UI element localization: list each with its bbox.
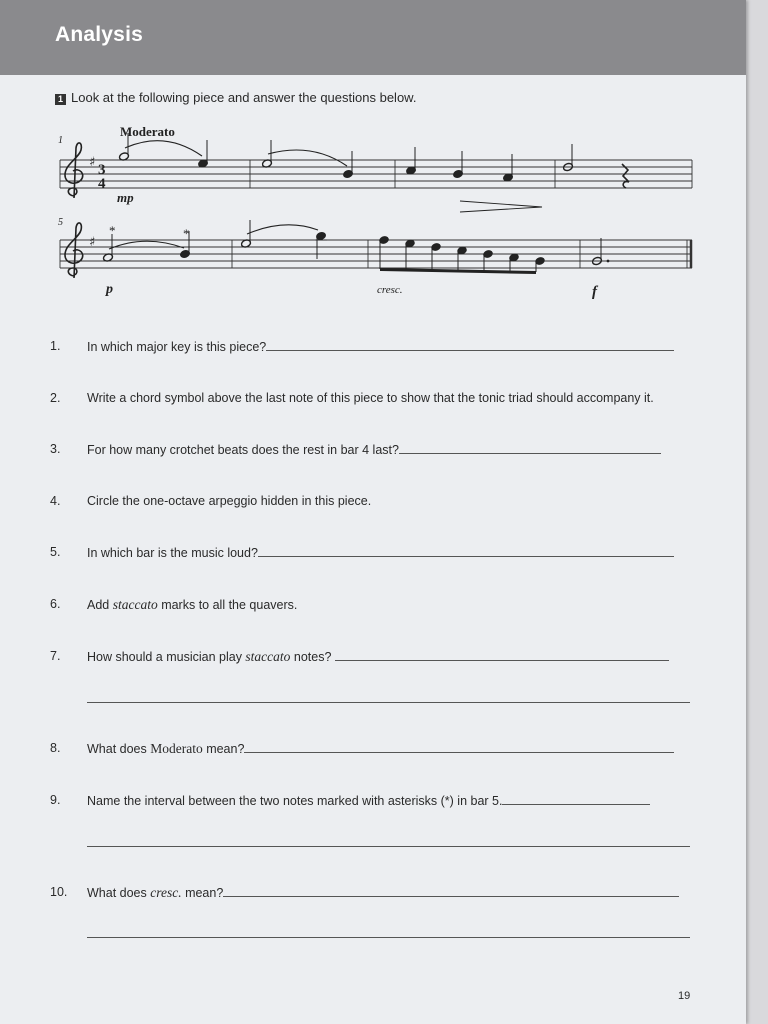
question-number: 3. bbox=[50, 442, 61, 456]
bar-number-5: 5 bbox=[58, 217, 63, 228]
question-text: Write a chord symbol above the last note of this piece to show that the tonic triad should accompany it. bbox=[87, 391, 654, 405]
answer-line-7b[interactable] bbox=[87, 702, 690, 703]
question-text: In which major key is this piece? bbox=[87, 340, 267, 354]
question-number: 9. bbox=[50, 793, 61, 807]
time-sig-bottom-1: 4 bbox=[98, 176, 106, 192]
answer-line-9b[interactable] bbox=[87, 846, 690, 847]
staff-system-1 bbox=[60, 160, 692, 188]
question-text: How should a musician play bbox=[87, 650, 246, 664]
asterisk-1: * bbox=[109, 223, 116, 238]
question-text: What does bbox=[87, 886, 151, 900]
bar-number-1: 1 bbox=[58, 135, 63, 146]
term-staccato: staccato bbox=[112, 597, 158, 612]
treble-clef-2 bbox=[65, 223, 83, 278]
question-number: 2. bbox=[50, 391, 61, 405]
dynamic-f: f bbox=[592, 284, 597, 300]
term-cresc: cresc. bbox=[150, 885, 182, 900]
question-text: Add bbox=[87, 598, 113, 612]
bar-3-notes bbox=[406, 147, 542, 212]
bar-6-notes bbox=[241, 220, 327, 259]
page-title: Analysis bbox=[55, 23, 143, 46]
question-number: 5. bbox=[50, 545, 61, 559]
instruction-text: Look at the following piece and answer the questions below. bbox=[71, 90, 417, 105]
exercise-number-badge: 1 bbox=[55, 94, 66, 105]
term-staccato: staccato bbox=[245, 649, 291, 664]
question-text: Name the interval between the two notes marked with asterisks (*) in bar 5. bbox=[87, 794, 503, 808]
answer-line[interactable] bbox=[502, 793, 650, 805]
page-number: 19 bbox=[678, 990, 691, 1002]
exercise-instruction bbox=[55, 90, 416, 105]
term-moderato: Moderato bbox=[150, 741, 203, 756]
question-text: What does bbox=[87, 742, 151, 756]
question-number: 6. bbox=[50, 597, 61, 611]
question-number: 7. bbox=[50, 649, 61, 663]
question-text-end: notes? bbox=[290, 650, 332, 664]
asterisk-2: * bbox=[183, 226, 190, 241]
question-text-end: mean? bbox=[202, 742, 245, 756]
tempo-marking: Moderato bbox=[120, 124, 175, 139]
question-text: In which bar is the music loud? bbox=[87, 546, 258, 560]
question-number: 8. bbox=[50, 741, 61, 755]
question-text-end: marks to all the quavers. bbox=[157, 598, 298, 612]
dynamic-p: p bbox=[106, 282, 113, 297]
bar-2-notes bbox=[262, 140, 354, 179]
question-text: For how many crotchet beats does the rest in bar 4 last? bbox=[87, 443, 399, 457]
bar-8-notes bbox=[592, 238, 610, 266]
header-bar bbox=[0, 0, 746, 75]
music-score bbox=[50, 118, 700, 308]
answer-line[interactable] bbox=[223, 885, 679, 897]
answer-line[interactable] bbox=[244, 741, 674, 753]
key-signature-2: ♯ bbox=[89, 235, 96, 250]
answer-line-10b[interactable] bbox=[87, 937, 690, 938]
question-text-end: mean? bbox=[181, 886, 224, 900]
question-text: Circle the one-octave arpeggio hidden in this piece. bbox=[87, 494, 372, 508]
dynamic-mp: mp bbox=[117, 190, 134, 205]
question-number: 4. bbox=[50, 494, 61, 508]
question-number: 1. bbox=[50, 339, 61, 353]
question-number: 10. bbox=[50, 885, 68, 899]
key-signature-1: ♯ bbox=[89, 155, 96, 170]
answer-line[interactable] bbox=[258, 545, 674, 557]
dynamic-cresc: cresc. bbox=[377, 284, 403, 296]
answer-line[interactable] bbox=[335, 649, 669, 661]
time-sig-top-1: 3 bbox=[98, 162, 106, 178]
answer-line[interactable] bbox=[399, 442, 661, 454]
answer-line[interactable] bbox=[266, 339, 674, 351]
treble-clef-1 bbox=[65, 143, 83, 198]
